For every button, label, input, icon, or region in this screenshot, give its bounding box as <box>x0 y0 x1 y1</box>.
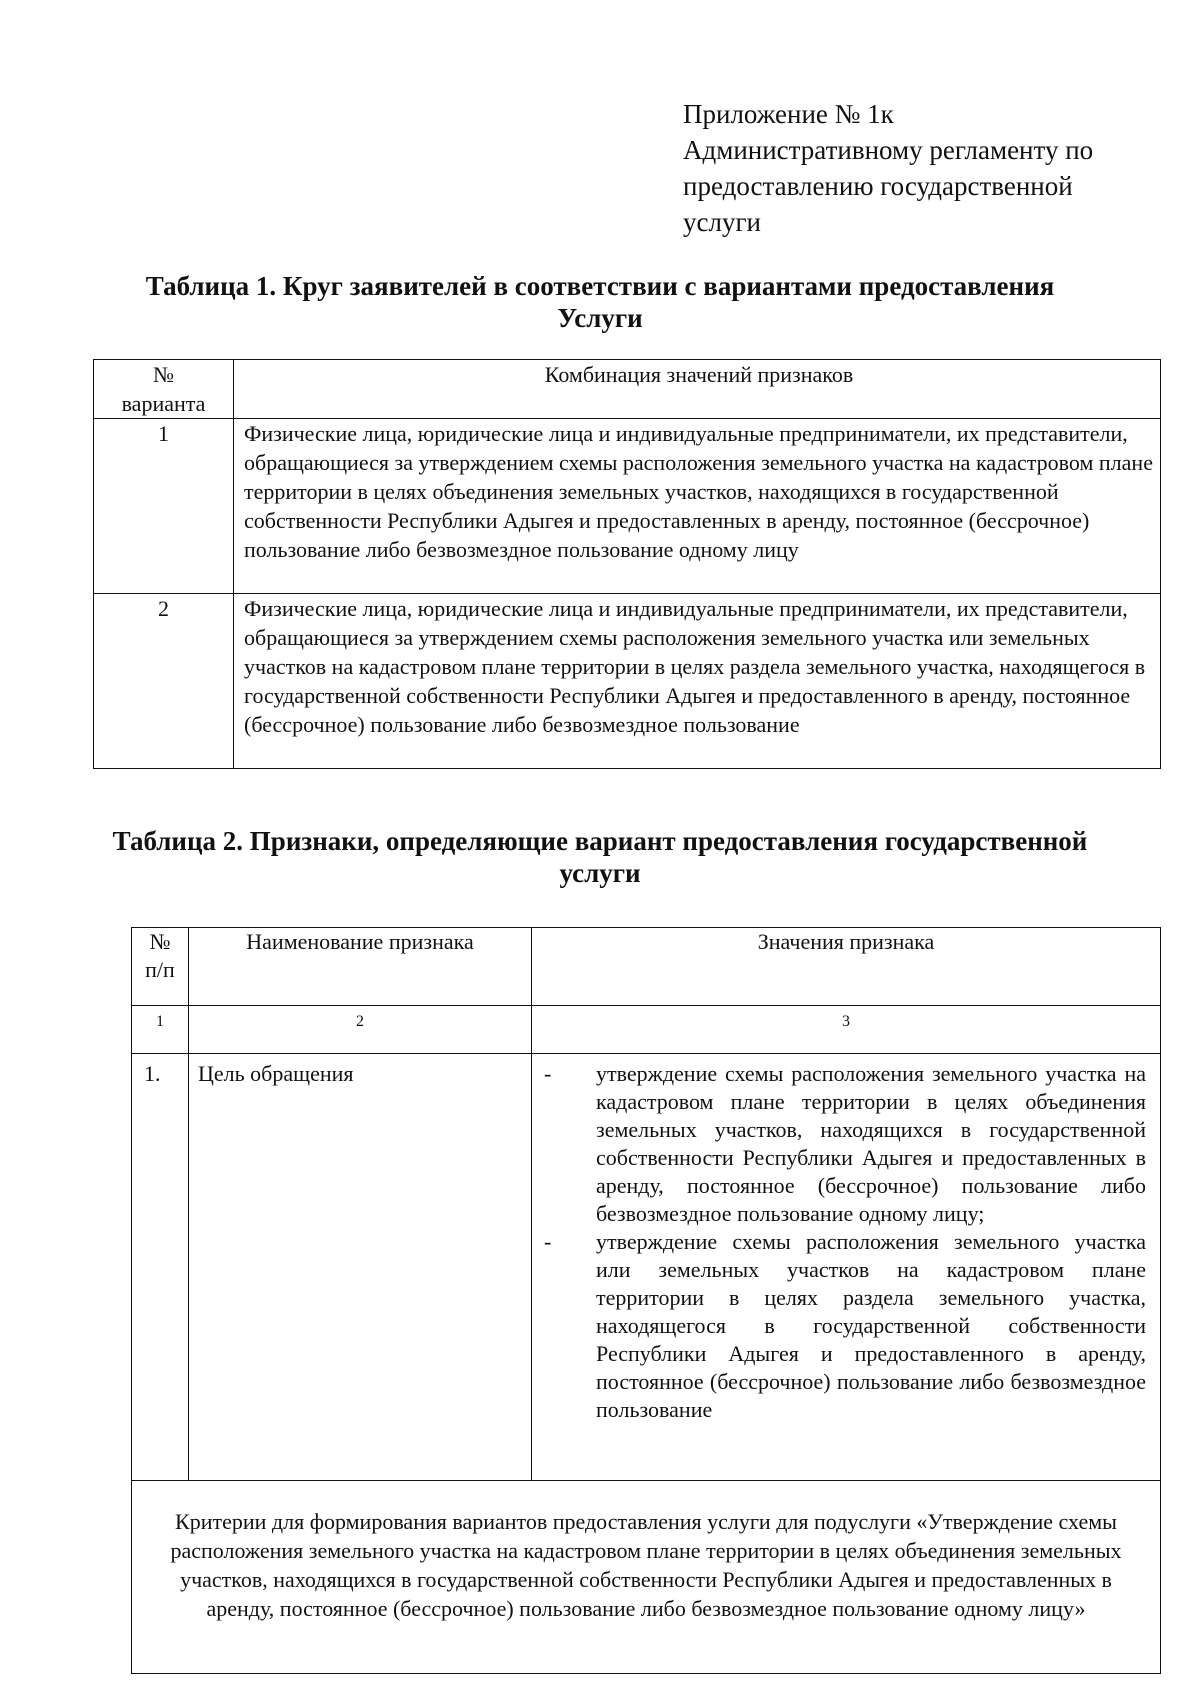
table1-header-num <box>94 360 234 419</box>
variant-number: 2 <box>94 594 234 769</box>
appendix-line: Административному регламенту по <box>683 135 1094 165</box>
table2-column-numbers-row <box>132 1006 1161 1054</box>
table2-header-name: Наименование признака <box>189 928 532 1006</box>
table2-header-num <box>132 928 189 1006</box>
table1-title-line2: Услуги <box>557 303 643 333</box>
table1-header-text: Комбинация значений признаков <box>234 360 1161 419</box>
header-num-symbol: № <box>153 362 174 387</box>
criterion-name: Цель обращения <box>189 1054 532 1481</box>
table2-header-row <box>132 928 1161 1006</box>
list-item: - утверждение схемы расположения земельного участка или земельных участков на кадастровом плане территории в целях раздела земельного участка, находящегося в государственной собственности Республики Адыгея и предоставленного в аренду, постоянное (бессрочное) пользование либо безвозмездное пользование <box>544 1228 1146 1424</box>
criterion-values-list <box>532 1060 1160 1424</box>
appendix-line: предоставлению государственной <box>683 171 1073 201</box>
criteria-text: Критерии для формирования вариантов предоставления услуги для подуслуги «Утверждение схемы расположения земельного участка на кадастровом плане территории в целях объединения земельных участков, находящихся в государственной собственности Республики Адыгея и предоставленных в аренду, постоянное (бессрочное) пользование либо безвозмездное пользование одному лицу» <box>132 1481 1161 1674</box>
table-row <box>94 419 1161 594</box>
column-number: 1 <box>132 1006 189 1054</box>
header-num-label: варианта <box>121 391 206 416</box>
list-item: - утверждение схемы расположения земельного участка на кадастровом плане территории в целях объединения земельных участков, находящихся в государственной собственности Республики Адыгея и предоставленных в аренду, постоянное (бессрочное) пользование либо безвозмездное пользование одному лицу; <box>544 1060 1146 1228</box>
criteria-row <box>132 1481 1161 1674</box>
header-num-symbol: № <box>149 929 171 954</box>
appendix-line: услуги <box>683 207 761 237</box>
appendix-header <box>683 96 1153 240</box>
appendix-line: Приложение № 1к <box>683 99 894 129</box>
variant-description: Физические лица, юридические лица и индивидуальные предприниматели, их представители, обращающиеся за утверждением схемы расположения земельного участка или земельных участков на кадастровом плане территории в целях раздела земельного участка, находящегося в государственной собственности Республики Адыгея и предоставленного в аренду, постоянное (бессрочное) пользование либо безвозмездное пользование <box>234 594 1161 769</box>
table1-header-row <box>94 360 1161 419</box>
table2-title <box>60 825 1140 889</box>
variant-number: 1 <box>94 419 234 594</box>
table2 <box>131 927 1161 1674</box>
table2-title-line1: Таблица 2. Признаки, определяющие вариант предоставления государственной <box>112 826 1088 856</box>
criterion-number: 1. <box>132 1054 189 1481</box>
header-num-label: п/п <box>145 957 175 982</box>
table2-title-line2: услуги <box>559 858 641 888</box>
table1-title-line1: Таблица 1. Круг заявителей в соответствии с вариантами предоставления <box>145 271 1055 301</box>
table-row <box>132 1054 1161 1481</box>
column-number: 3 <box>532 1006 1161 1054</box>
column-number: 2 <box>189 1006 532 1054</box>
table2-header-values: Значения признака <box>532 928 1161 1006</box>
table-row <box>94 594 1161 769</box>
table1-title <box>60 270 1140 334</box>
criterion-values <box>532 1054 1161 1481</box>
variant-description: Физические лица, юридические лица и индивидуальные предприниматели, их представители, обращающиеся за утверждением схемы расположения земельного участка на кадастровом плане территории в целях объединения земельных участков, находящихся в государственной собственности Республики Адыгея и предоставленных в аренду, постоянное (бессрочное) пользование либо безвозмездное пользование одному лицу <box>234 419 1161 594</box>
table1 <box>93 359 1161 769</box>
